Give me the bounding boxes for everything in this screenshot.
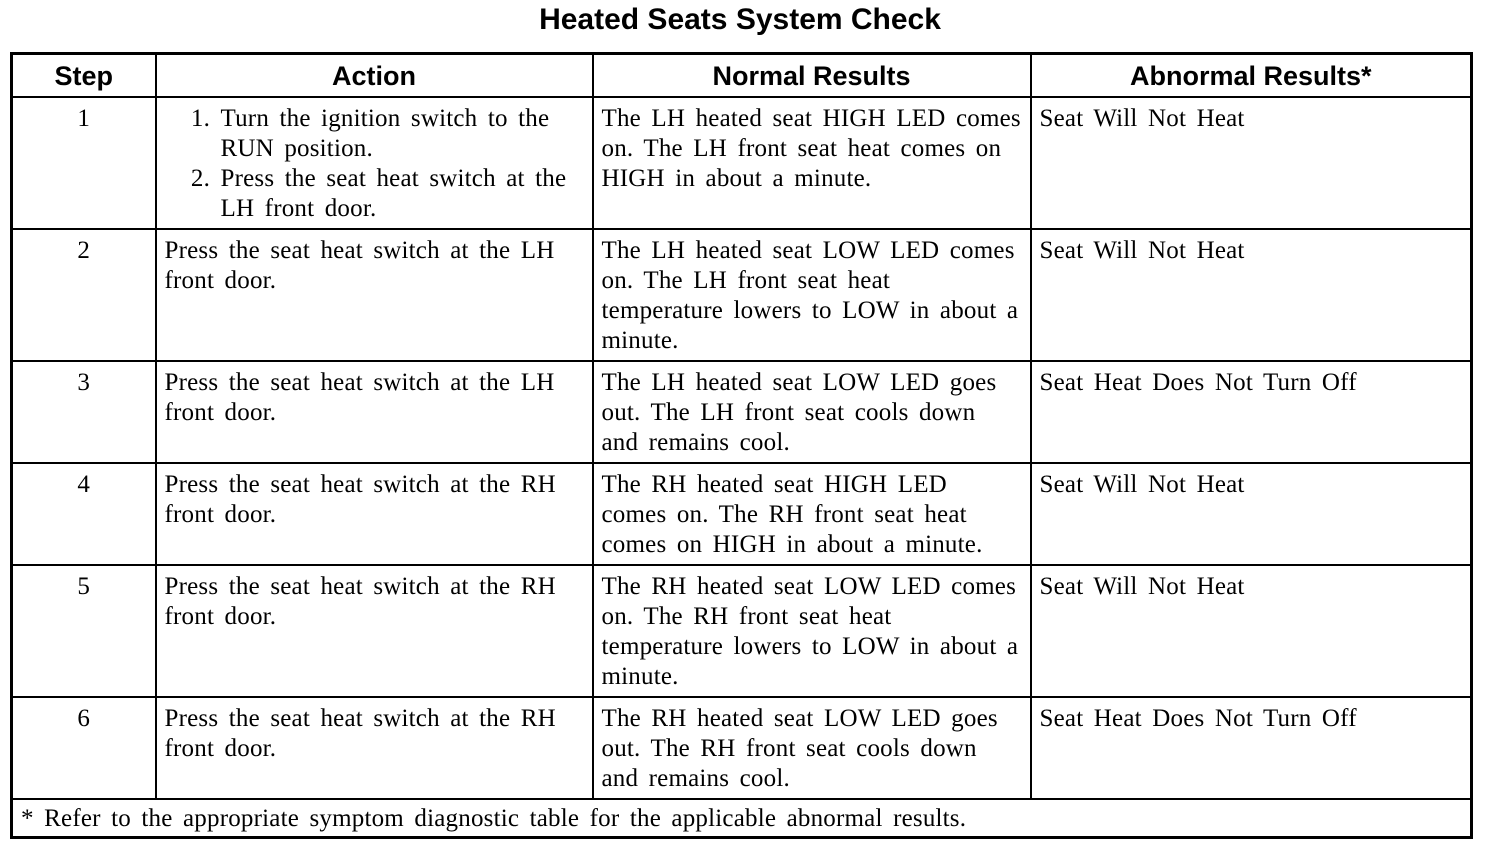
- action-cell: Press the seat heat switch at the RH front door.: [156, 463, 593, 565]
- action-cell: Press the seat heat switch at the LH front door.: [156, 361, 593, 463]
- step-number: 3: [12, 361, 156, 463]
- step-number: 1: [12, 97, 156, 229]
- action-cell: [156, 97, 593, 229]
- normal-results-cell: The LH heated seat LOW LED goes out. The LH front seat cools down and remains cool.: [593, 361, 1031, 463]
- table-row: [12, 361, 1472, 463]
- normal-results-cell: The RH heated seat HIGH LED comes on. The RH front seat heat comes on HIGH in about a minute.: [593, 463, 1031, 565]
- table-row: [12, 463, 1472, 565]
- action-cell: Press the seat heat switch at the RH front door.: [156, 565, 593, 697]
- normal-results-cell: The LH heated seat LOW LED comes on. The LH front seat heat temperature lowers to LOW in about a minute.: [593, 229, 1031, 361]
- header-action: Action: [156, 54, 593, 98]
- step-number: 2: [12, 229, 156, 361]
- system-check-table: [10, 52, 1473, 839]
- abnormal-results-cell: Seat Will Not Heat: [1031, 229, 1472, 361]
- header-row: [12, 54, 1472, 98]
- page-title: Heated Seats System Check: [539, 3, 941, 36]
- header-step: Step: [12, 54, 156, 98]
- action-cell: Press the seat heat switch at the RH front door.: [156, 697, 593, 799]
- abnormal-results-cell: Seat Heat Does Not Turn Off: [1031, 361, 1472, 463]
- step-number: 6: [12, 697, 156, 799]
- normal-results-cell: The RH heated seat LOW LED comes on. The RH front seat heat temperature lowers to LOW in about a minute.: [593, 565, 1031, 697]
- header-abnormal-results: Abnormal Results*: [1031, 54, 1472, 98]
- abnormal-results-cell: Seat Will Not Heat: [1031, 463, 1472, 565]
- action-cell: Press the seat heat switch at the LH front door.: [156, 229, 593, 361]
- action-substep: 1. Turn the ignition switch to the RUN position.: [221, 104, 584, 164]
- action-substep: 2. Press the seat heat switch at the LH front door.: [221, 164, 584, 224]
- step-number: 5: [12, 565, 156, 697]
- action-substeps: [165, 104, 584, 224]
- table-row: [12, 229, 1472, 361]
- footnote-row: [12, 799, 1472, 838]
- footnote: * Refer to the appropriate symptom diagnostic table for the applicable abnormal results.: [12, 799, 1472, 838]
- abnormal-results-cell: Seat Heat Does Not Turn Off: [1031, 697, 1472, 799]
- abnormal-results-cell: Seat Will Not Heat: [1031, 97, 1472, 229]
- step-number: 4: [12, 463, 156, 565]
- normal-results-cell: The LH heated seat HIGH LED comes on. The LH front seat heat comes on HIGH in about a minute.: [593, 97, 1031, 229]
- abnormal-results-cell: Seat Will Not Heat: [1031, 565, 1472, 697]
- table-row: [12, 697, 1472, 799]
- table-row: [12, 97, 1472, 229]
- normal-results-cell: The RH heated seat LOW LED goes out. The RH front seat cools down and remains cool.: [593, 697, 1031, 799]
- table-row: [12, 565, 1472, 697]
- header-normal-results: Normal Results: [593, 54, 1031, 98]
